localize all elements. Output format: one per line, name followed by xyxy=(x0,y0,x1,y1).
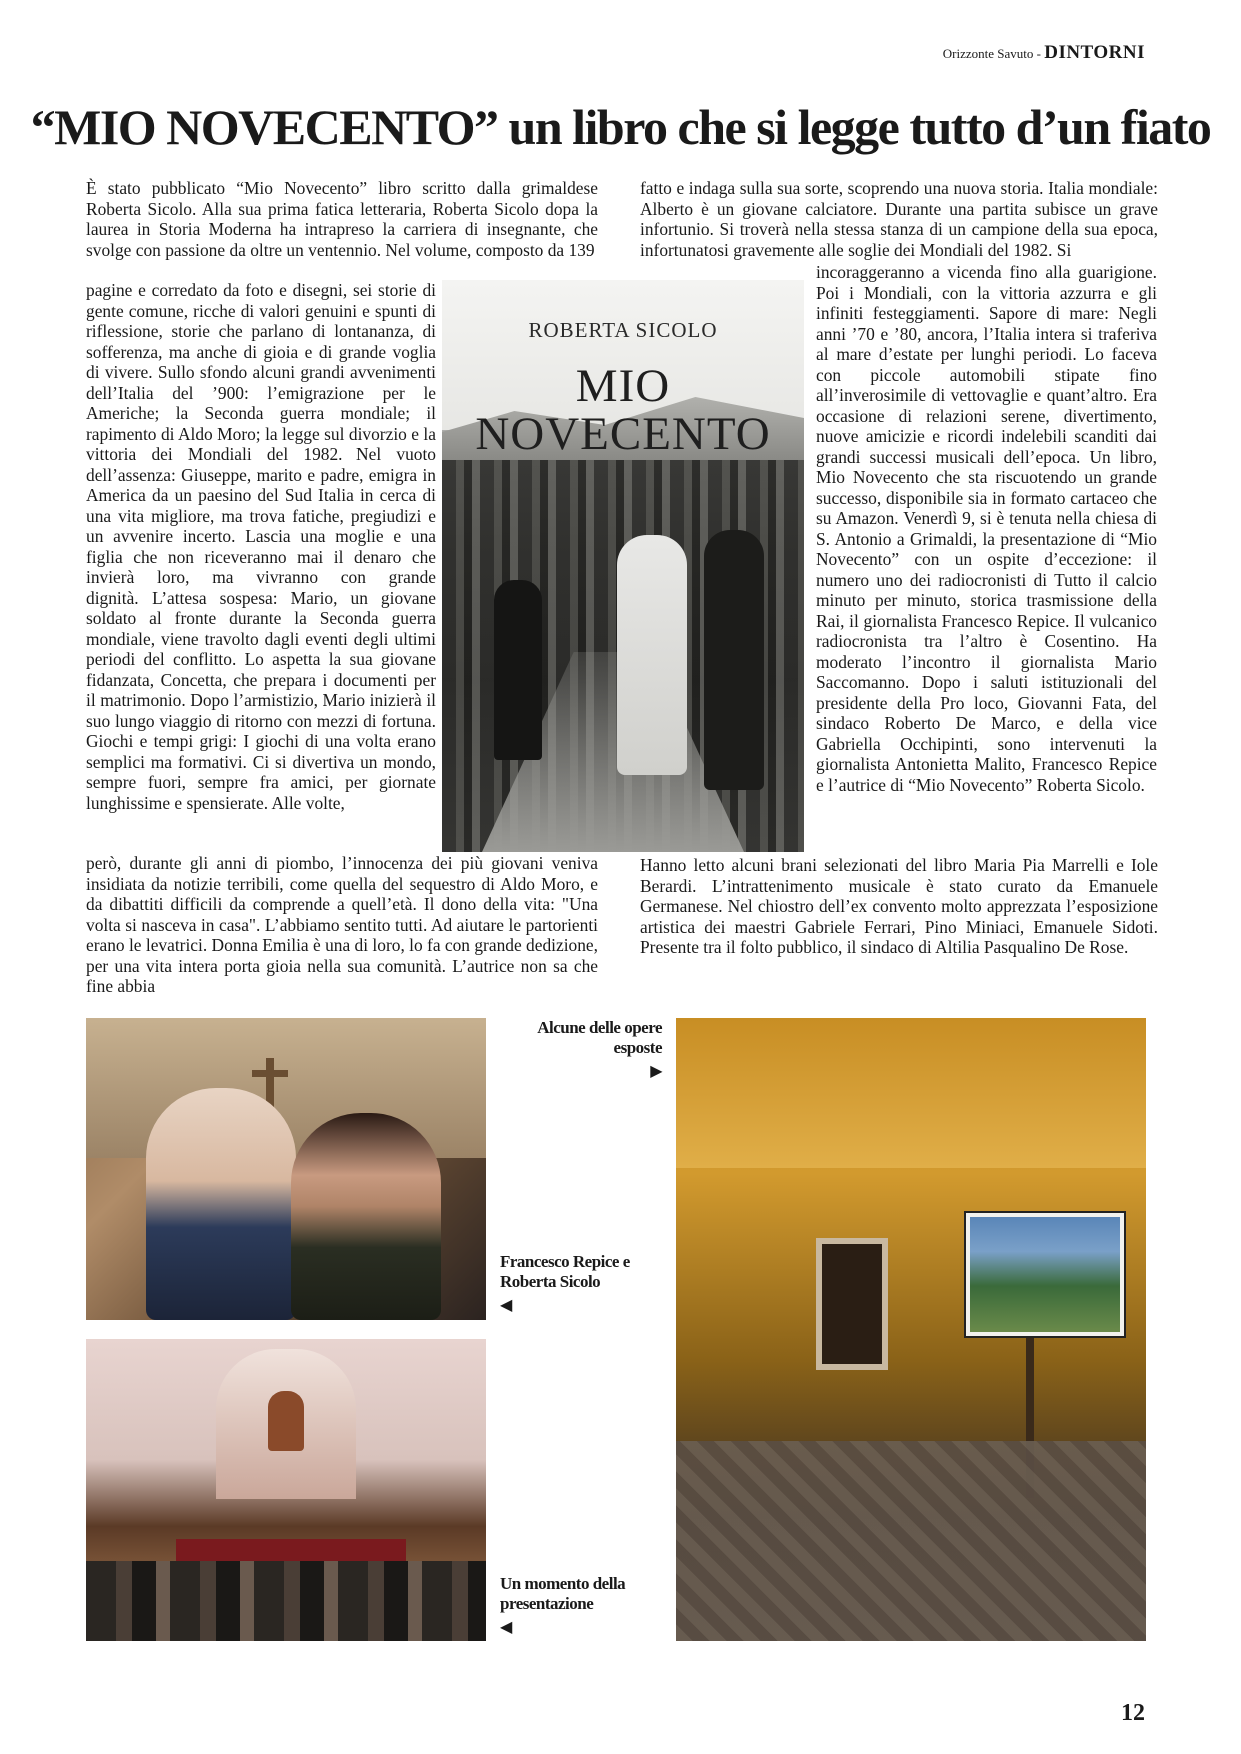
article-text-right-column: incoraggeranno a vicenda fino alla guarigione. Poi i Mondiali, con la vittoria azzurra e gli infiniti festeggiamenti. Sapore di mare: Negli anni ’70 e ’80, ancora, l’Italia intera si traferiva al mare d’estate per lunghi periodi. Lo faceva con piccole automobili stipate fino all’inverosimile di vettovaglie e quant’altro. Era occasione di relazioni serene, divertimento, nuove amicizie e ricordi indelebili scanditi dai grandi successi musicali dell’epoca. Un libro, Mio Novecento che sta riscuotendo un grande successo, disponibile sia in formato cartaceo che su Amazon. Venerdì 9, si è tenuta nella chiesa di S. Antonio a Grimaldi, la presentazione di “Mio Novecento” con un ospite d’eccezione: il numero uno dei radiocronisti di Tutto il calcio minuto per minuto, storica trasmissione della Rai, il giornalista Francesco Repice. Il vulcanico radiocronista tra l’altro è Cosentino. Ha moderato l’incontro il giornalista Mario Saccomanno. Dopo i saluti istituzionali del presidente della Pro loco, Giovanni Fata, del sindaco Roberto De Marco, e della vice Gabriella Occhipinti, sono intervenuti la giornalista Antonietta Malito, Francesco Repice e l’autrice di “Mio Novecento” Roberta Sicolo. xyxy=(816,262,1157,795)
section-name: DINTORNI xyxy=(1044,42,1145,63)
cover-title-line2: NOVECENTO xyxy=(475,408,771,460)
caption-momento xyxy=(500,1574,650,1638)
cover-title-line1: MIO xyxy=(575,360,671,412)
photo-exhibition xyxy=(676,1018,1146,1641)
article-text-left-column: pagine e corredato da foto e disegni, sei storie di gente comune, ricche di valori genuini e spunti di riflessione, storie che parlano di lontananza, di sofferenza, ma anche di gioia e di grande voglia di vivere. Sullo sfondo alcuni grandi avvenimenti dell’Italia del ’900: l’emigrazione per le Americhe; la Seconda guerra mondiale; il rapimento di Aldo Moro; la legge sul divorzio e la vittoria dei Mondiali del 1982.􀂦Nel vuoto dell’assenza: Giuseppe, marito e padre, emigra in America da un paesino del Sud Italia in cerca di una vita migliore, ma trova fatiche, pregiudizi e un avvenire incerto. Lascia una moglie e una figlia che non riceveranno mai il denaro che invierà loro, ma vivranno con grande dignità.􀂦L’attesa sospesa: Mario, un giovane soldato al fronte durante la Seconda guerra mondiale, viene travolto dagli eventi degli ultimi periodi del conflitto. Lo aspetta la sua giovane fidanzata, Concetta, che prepara i documenti per il matrimonio. Dopo l’armistizio, Mario inizierà il suo lungo viaggio di ritorno con mezzi di fortuna. Giochi e tempi grigi: I giochi di una volta erano semplici ma formativi. Ci si divertiva un mondo, sempre fuori, sempre fra amici, per giornate lunghissime e spensierate. Alle volte, xyxy=(86,280,436,813)
book-cover-image xyxy=(442,280,804,852)
photo-painting xyxy=(966,1213,1124,1336)
caption-repice-text: Francesco Repice e Roberta Sicolo xyxy=(500,1252,630,1291)
publication-name: Orizzonte Savuto - xyxy=(942,46,1045,61)
arrow-right-icon: ▶ xyxy=(650,1063,662,1080)
caption-repice xyxy=(500,1252,650,1316)
cover-title xyxy=(442,362,804,458)
photo-ceiling xyxy=(676,1018,1146,1168)
photo-audience xyxy=(86,1561,486,1641)
article-title: “MIO NOVECENTO” un libro che si legge tutto d’un fiato xyxy=(30,99,1211,155)
cover-bride-figure xyxy=(617,535,687,775)
photo-person-woman xyxy=(291,1113,441,1320)
page-number: 12 xyxy=(1121,1700,1145,1726)
caption-opere xyxy=(520,1018,662,1082)
photo-presentation xyxy=(86,1339,486,1641)
photo-statue xyxy=(268,1391,304,1451)
arrow-left-icon: ◀ xyxy=(500,1297,512,1314)
caption-opere-text: Alcune delle opere esposte xyxy=(537,1018,662,1057)
cover-boy-figure xyxy=(494,580,542,760)
photo-repice-sicolo xyxy=(86,1018,486,1320)
photo-person-man xyxy=(146,1088,296,1320)
article-text-right-top: fatto e indaga sulla sua sorte, scoprendo una nuova storia. Italia mondiale: Alberto è un giovane calciatore. Durante una partita subisce un grave infortunio. Si troverà nella stessa stanza di un campione della sua epoca, infortunatosi gravemente alle soglie dei Mondiali del 1982. Si xyxy=(640,178,1158,260)
article-text-left-bottom: però, durante gli anni di piombo, l’innocenza dei più giovani veniva insidiata da notizie terribili, come quella del sequestro di Aldo Moro, e da dibattiti difficili da comprende a quell’età. Il dono della vita: "Una volta si nasceva in casa". L’abbiamo sentito tutti. Ad aiutare le partorienti erano le levatrici. Donna Emilia è una di loro, lo fa con grande dedizione, per una vita intera porta gioia nella sua comunità. L’autrice non sa che fine abbia xyxy=(86,853,598,996)
caption-momento-text: Un momento della presentazione xyxy=(500,1574,626,1613)
article-text-intro: È stato pubblicato “Mio Novecento” libro scritto dalla grimaldese Roberta Sicolo. Alla sua prima fatica letteraria, Roberta Sicolo dopa la laurea in Storia Moderna ha intrapreso la carriera di insegnante, che svolge con passione da oltre un ventennio. Nel volume, composto da 139 xyxy=(86,178,598,260)
cover-author: ROBERTA SICOLO xyxy=(528,318,718,342)
arrow-left-icon: ◀ xyxy=(500,1619,512,1636)
cover-groom-figure xyxy=(704,530,764,790)
running-header xyxy=(943,42,1145,64)
photo-floor xyxy=(676,1441,1146,1641)
photo-door xyxy=(816,1238,888,1370)
article-text-right-bottom: Hanno letto alcuni brani selezionati del libro Maria Pia Marrelli e Iole Berardi. L’intrattenimento musicale è stato curato da Emanuele Germanese. Nel chiostro dell’ex convento molto apprezzata l’esposizione artistica dei maestri Gabriele Ferrari, Pino Miniaci, Emanuele Sidoti. Presente tra il folto pubblico, il sindaco di Altilia Pasqualino De Rose. xyxy=(640,855,1158,957)
